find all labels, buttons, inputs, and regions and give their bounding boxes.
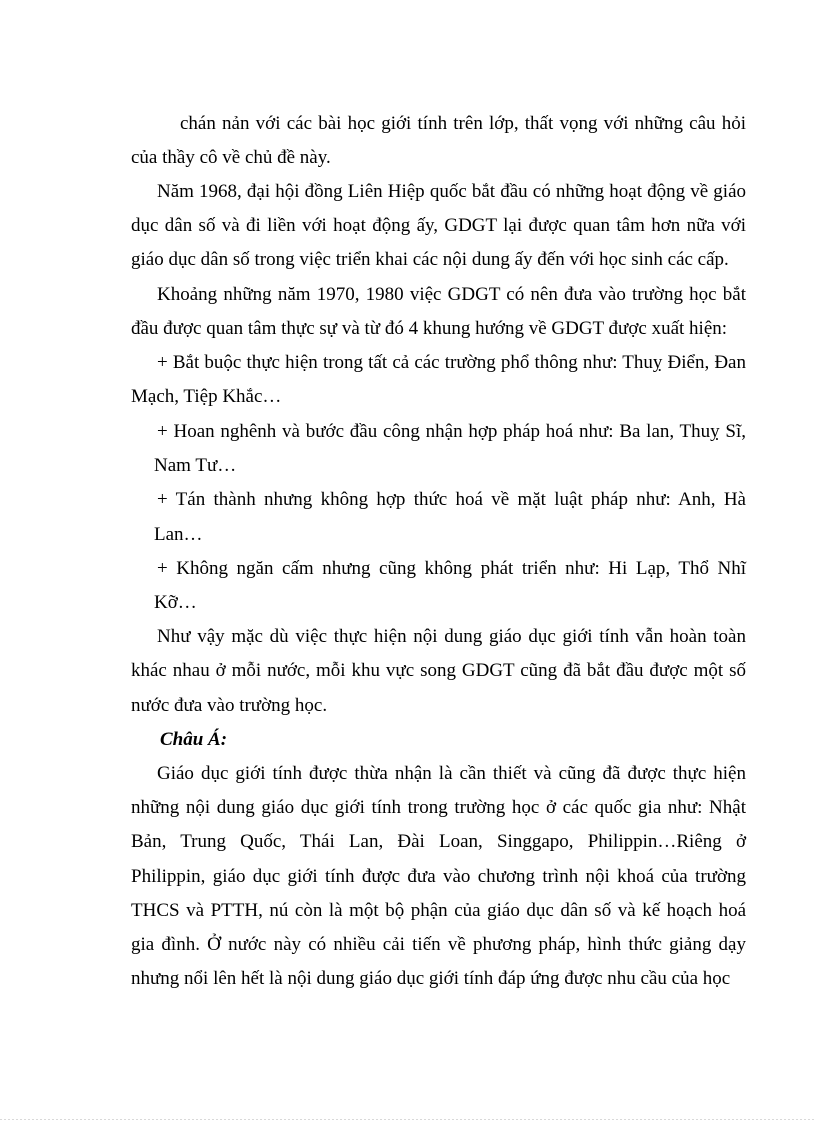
page-bottom-border (0, 1119, 816, 1120)
text-line: Kỡ… (154, 592, 197, 613)
text-line: + Không ngăn cấm nhưng cũng không phát triển như: Hi Lạp, Thổ Nhĩ (157, 558, 746, 579)
text-line: Năm 1968, đại hội đồng Liên Hiệp quốc bắt đầu có những hoạt động về giáo (157, 181, 746, 202)
text-line: Mạch, Tiệp Khắc… (131, 386, 282, 407)
text-line: nhưng nổi lên hết là nội dung giáo dục giới tính đáp ứng được nhu cầu của học (131, 968, 731, 989)
text-line: + Bắt buộc thực hiện trong tất cả các trường phổ thông như: Thuỵ Điển, Đan (157, 352, 746, 373)
text-line: chán nản với các bài học giới tính trên lớp, thất vọng với những câu hỏi (180, 113, 746, 134)
text-line: + Tán thành nhưng không hợp thức hoá về mặt luật pháp như: Anh, Hà (157, 489, 746, 510)
text-line: những nội dung giáo dục giới tính trong trường học ở các quốc gia như: Nhật (131, 797, 746, 818)
text-line: khác nhau ở mỗi nước, mỗi khu vực song GDGT cũng đã bắt đầu được một số (131, 660, 746, 681)
section-heading: Châu Á: (160, 729, 228, 750)
text-line: nước đưa vào trường học. (131, 695, 328, 716)
text-line: đầu được quan tâm thực sự và từ đó 4 khung hướng về GDGT được xuất hiện: (131, 318, 728, 339)
text-line: + Hoan nghênh và bước đầu công nhận hợp pháp hoá như: Ba lan, Thuỵ Sĩ, (157, 421, 746, 442)
text-line: của thầy cô về chủ đề này. (131, 147, 331, 168)
text-line: dục dân số và đi liền với hoạt động ấy, GDGT lại được quan tâm hơn nữa với (131, 215, 746, 236)
text-line: THCS và PTTH, nú còn là một bộ phận của giáo dục dân số và kế hoạch hoá (131, 900, 746, 921)
text-line: Khoảng những năm 1970, 1980 việc GDGT có nên đưa vào trường học bắt (157, 284, 746, 305)
text-line: giáo dục dân số trong việc triển khai các nội dung ấy đến với học sinh các cấp. (131, 249, 729, 270)
text-line: gia đình. Ở nước này có nhiều cải tiến về phương pháp, hình thức giảng dạy (131, 934, 746, 955)
text-line: Bản, Trung Quốc, Thái Lan, Đài Loan, Singgapo, Philippin…Riêng ở (131, 831, 746, 852)
text-line: Như vậy mặc dù việc thực hiện nội dung giáo dục giới tính vẫn hoàn toàn (157, 626, 746, 647)
text-line: Philippin, giáo dục giới tính được đưa vào chương trình nội khoá của trường (131, 866, 746, 887)
text-line: Giáo dục giới tính được thừa nhận là cần thiết và cũng đã được thực hiện (157, 763, 746, 784)
text-line: Nam Tư… (154, 455, 237, 476)
text-line: Lan… (154, 524, 203, 545)
